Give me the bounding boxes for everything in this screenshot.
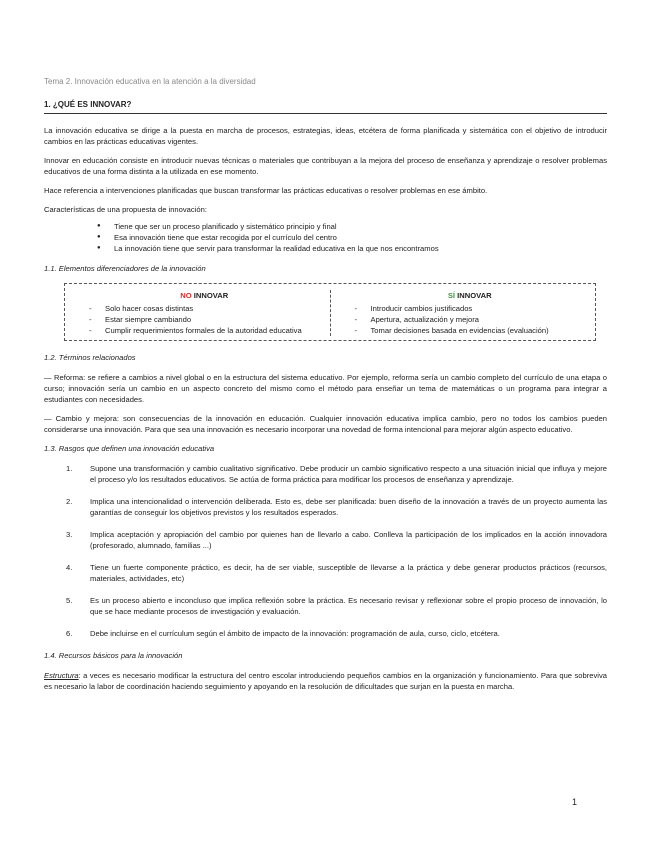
item-number: 5.	[66, 596, 73, 605]
list-item	[44, 529, 607, 551]
si-highlight: SÍ	[447, 291, 456, 300]
list-item: ● Tiene que ser un proceso planificado y sistemático principio y final	[114, 221, 607, 232]
no-innovar-column	[65, 290, 330, 336]
list-item	[44, 496, 607, 518]
list-item: - Estar siempre cambiando	[89, 314, 320, 325]
list-item	[44, 595, 607, 617]
estructura-label: Estructura	[44, 671, 79, 680]
list-item: - Introducir cambios justificados	[355, 303, 586, 314]
list-item	[44, 628, 607, 639]
item-number: 2.	[66, 497, 73, 506]
list-item: - Solo hacer cosas distintas	[89, 303, 320, 314]
estructura-paragraph	[44, 670, 607, 692]
page-number: 1	[572, 797, 578, 807]
si-innovar-column	[330, 290, 596, 336]
running-header: Tema 2. Innovación educativa en la atención a la diversidad	[44, 77, 256, 86]
list-item: - Tomar decisiones basada en evidencias (evaluación)	[355, 325, 586, 336]
section-1-paragraph-3: Hace referencia a intervenciones planificadas que buscan transformar las prácticas educativas o resolver problemas en ese ámbito.	[44, 186, 488, 195]
characteristics-list	[44, 221, 607, 254]
section-1-2-title: 1.2. Términos relacionados	[44, 353, 136, 362]
item-number: 3.	[66, 530, 73, 539]
list-item: - Cumplir requerimientos formales de la autoridad educativa	[89, 325, 320, 336]
item-number: 6.	[66, 629, 73, 638]
comparison-box	[64, 283, 596, 341]
item-number: 4.	[66, 563, 73, 572]
si-innovar-list	[355, 303, 586, 336]
list-item: ● La innovación tiene que servir para transformar la realidad educativa en la que nos encontramos	[114, 243, 607, 254]
no-heading-rest: INNOVAR	[191, 291, 229, 300]
si-heading-rest: INNOVAR	[455, 291, 492, 300]
cambio-paragraph: — Cambio y mejora: son consecuencias de la innovación en educación. Cualquier innovación educativa implica cambio, pero no todos los cambios pueden considerarse una innovación. Para que sea una innovación es necesario incorporar una novedad de forma intencional para mejorar algún aspecto educativo.	[44, 414, 607, 434]
list-item	[44, 562, 607, 584]
section-1-title: 1. ¿QUÉ ES INNOVAR?	[44, 99, 607, 114]
item-text: Debe incluirse en el currículum según el ámbito de impacto de la innovación: programación de aula, curso, ciclo, etcétera.	[90, 629, 500, 638]
section-1-1-title: 1.1. Elementos diferenciadores de la innovación	[44, 264, 206, 273]
section-1-paragraph-1: La innovación educativa se dirige a la puesta en marcha de procesos, estrategias, ideas, etcétera de forma planificada y sistemática con el objetivo de introducir cambios en las prácticas educativas vigentes.	[44, 126, 607, 146]
section-1-3-title: 1.3. Rasgos que definen una innovación educativa	[44, 444, 215, 453]
estructura-text: : a veces es necesario modificar la estructura del centro escolar introduciendo pequeños cambios en la organización y funcionamiento. Para que sobreviva es necesario la labor de coordinación haciendo seguimiento y apoyando en la resolución de dificultades que surjan en la puesta en marcha.	[44, 671, 607, 691]
rasgos-list	[44, 463, 607, 639]
item-text: Es un proceso abierto e inconcluso que implica reflexión sobre la práctica. Es necesario revisar y reflexionar sobre el propio proceso de innovación, lo que se hace mediante procesos de investigación y evaluación.	[90, 596, 607, 616]
list-item: ● Esa innovación tiene que estar recogida por el currículo del centro	[114, 232, 607, 243]
item-number: 1.	[66, 464, 73, 473]
item-text: Supone una transformación y cambio cualitativo significativo. Debe producir un cambio significativo respecto a una situación inicial que influya y mejore el proceso y/o los resultados educativos. Se actúa de forma práctica para modificar los procesos de enseñanza y aprendizaje.	[90, 464, 607, 484]
list-item: - Apertura, actualización y mejora	[355, 314, 586, 325]
list-item	[44, 463, 607, 485]
no-innovar-heading	[89, 290, 320, 301]
no-innovar-list	[89, 303, 320, 336]
reforma-paragraph: — Reforma: se refiere a cambios a nivel global o en la estructura del sistema educativo. Por ejemplo, reforma sería un cambio completo del currículo de una etapa o curso; innovación sería un cambio en un aspecto concreto del mismo como el método para enseñar un tema de matemáticas o un programa para integrar a estudiantes con necesidades.	[44, 373, 607, 404]
si-innovar-heading	[355, 290, 586, 301]
section-1-paragraph-2: Innovar en educación consiste en introducir nuevas técnicas o materiales que contribuyan a la mejora del proceso de enseñanza y aprendizaje o resolver problemas educativos de una forma distinta a la utilizada en ese momento.	[44, 156, 607, 176]
page-content	[44, 76, 607, 700]
item-text: Implica una intencionalidad o intervención deliberada. Esto es, debe ser planificada: buen diseño de la innovación a través de un proyecto aumenta las garantías de conseguir los objetivos previstos y los resultados esperados.	[90, 497, 607, 517]
section-1-4-title: 1.4. Recursos básicos para la innovación	[44, 651, 183, 660]
characteristics-intro: Características de una propuesta de innovación:	[44, 205, 207, 214]
no-highlight: NO	[180, 291, 192, 300]
item-text: Tiene un fuerte componente práctico, es decir, ha de ser viable, susceptible de llevarse a la práctica y debe generar productos prácticos (recursos, materiales, actividades, etc)	[90, 563, 607, 583]
item-text: Implica aceptación y apropiación del cambio por quienes han de llevarlo a cabo. Conlleva la participación de los implicados en la acción innovadora (profesorado, alumnado, familias ...)	[90, 530, 607, 550]
